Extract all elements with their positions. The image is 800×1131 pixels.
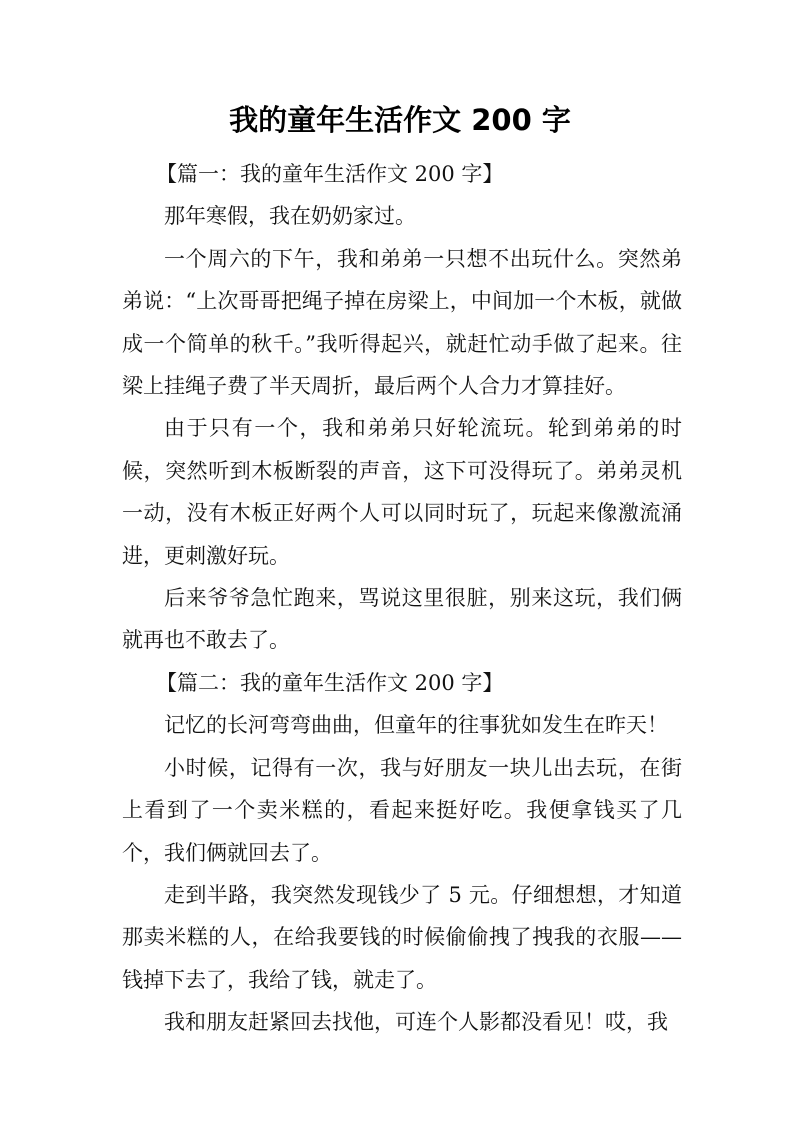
paragraph: 我和朋友赶紧回去找他，可连个人影都没看见！哎，我 [164, 1010, 668, 1035]
document-body [122, 153, 682, 1044]
section-heading-2: 【篇二：我的童年生活作文 200 字】 [156, 670, 504, 695]
paragraph: 小时候，记得有一次，我与好朋友一块儿出去玩，在街上看到了一个卖米糕的，看起来挺好吃。我便拿钱买了几个，我们俩就回去了。 [122, 755, 682, 865]
paragraph: 后来爷爷急忙跑来，骂说这里很脏，别来这玩，我们俩就再也不敢去了。 [122, 586, 682, 653]
document-title: 我的童年生活作文 200 字 [229, 103, 571, 137]
paragraph: 记忆的长河弯弯曲曲，但童年的往事犹如发生在昨天！ [164, 713, 668, 738]
paragraph: 由于只有一个，我和弟弟只好轮流玩。轮到弟弟的时候，突然听到木板断裂的声音，这下可没得玩了。弟弟灵机一动，没有木板正好两个人可以同时玩了，玩起来像激流涌进，更刺激好玩。 [122, 416, 682, 568]
paragraph: 那年寒假，我在奶奶家过。 [164, 204, 416, 229]
paragraph: 一个周六的下午，我和弟弟一只想不出玩什么。突然弟弟说：“上次哥哥把绳子掉在房梁上，中间加一个木板，就做成一个简单的秋千。”我听得起兴，就赶忙动手做了起来。往梁上挂绳子费了半天周折，最后两个人合力才算挂好。 [122, 246, 682, 399]
paragraph: 走到半路，我突然发现钱少了 5 元。仔细想想，才知道那卖米糕的人，在给我要钱的时候偷偷拽了拽我的衣服——钱掉下去了，我给了钱，就走了。 [122, 882, 682, 992]
section-heading-1: 【篇一：我的童年生活作文 200 字】 [156, 162, 504, 186]
